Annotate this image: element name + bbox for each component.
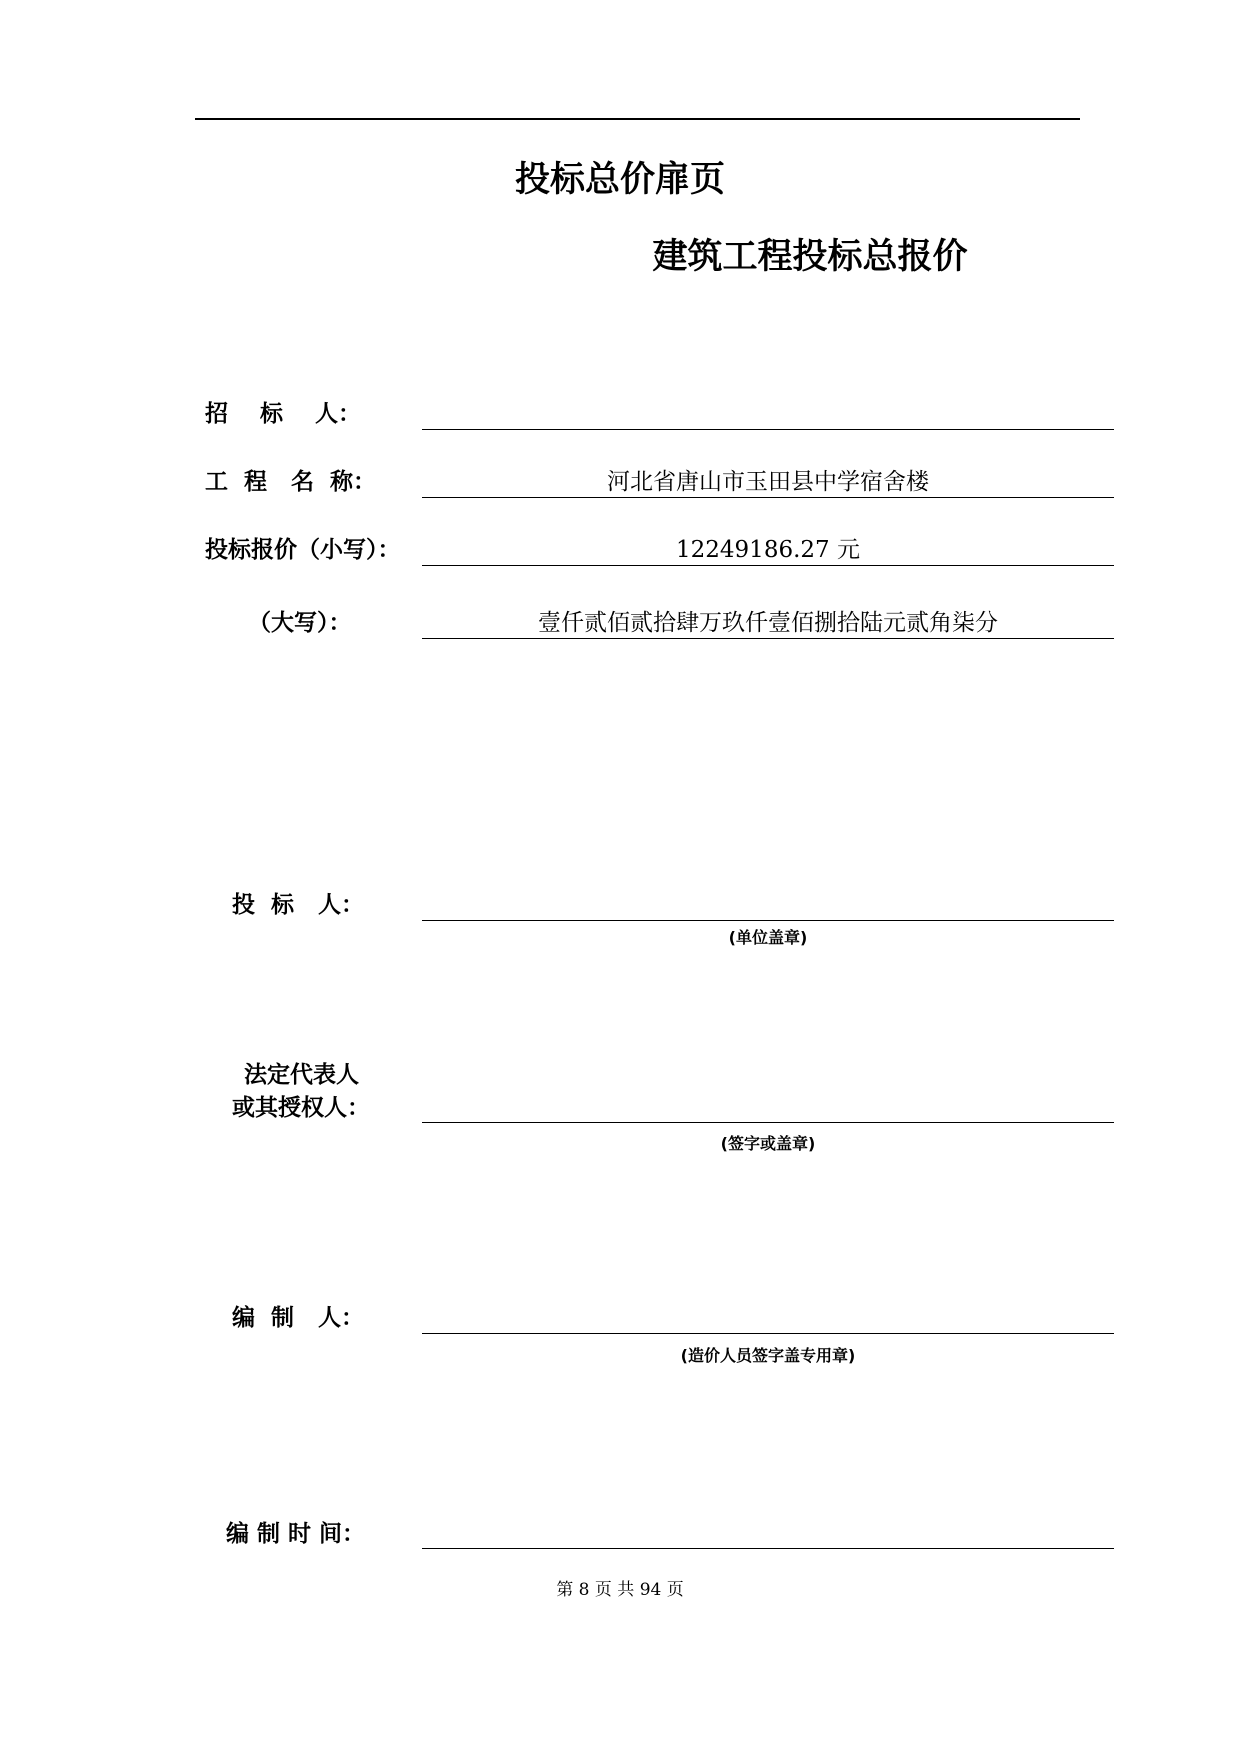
page-number: 第 8 页 共 94 页 [556, 1580, 684, 1600]
bid-price-lower-underline [422, 565, 1114, 566]
project-name-underline [422, 497, 1114, 498]
bidder-underline [422, 920, 1114, 921]
tenderer-label: 招 标 人： [205, 401, 362, 427]
legal-rep-underline [422, 1122, 1114, 1123]
tenderer-underline [422, 429, 1114, 430]
bid-price-lower-value: 12249186.27 元 [676, 537, 860, 563]
project-name-value: 河北省唐山市玉田县中学宿舍楼 [607, 469, 929, 495]
compile-time-underline [422, 1548, 1114, 1549]
legal-rep-label-line2: 或其授权人： [232, 1095, 370, 1121]
bidder-label: 投 标 人： [232, 892, 365, 918]
page-title: 投标总价扉页 [514, 160, 725, 200]
bid-price-upper-value: 壹仟贰佰贰拾肆万玖仟壹佰捌拾陆元贰角柒分 [538, 610, 998, 636]
bid-price-upper-underline [422, 638, 1114, 639]
compiler-label: 编 制 人： [232, 1305, 365, 1331]
bid-price-upper-label: （大写）： [248, 610, 352, 636]
compiler-caption: (造价人员签字盖专用章) [680, 1346, 856, 1365]
bid-price-lower-label: 投标报价（小写）： [205, 537, 401, 563]
legal-rep-label-line1: 法定代表人 [244, 1062, 359, 1088]
bidder-caption: (单位盖章) [728, 928, 808, 947]
legal-rep-caption: (签字或盖章) [720, 1134, 816, 1153]
project-name-label: 工 程 名 称： [205, 469, 377, 495]
page-subtitle: 建筑工程投标总报价 [652, 237, 968, 277]
compile-time-label: 编 制 时 间： [226, 1521, 366, 1547]
compiler-underline [422, 1333, 1114, 1334]
header-rule [195, 118, 1080, 120]
